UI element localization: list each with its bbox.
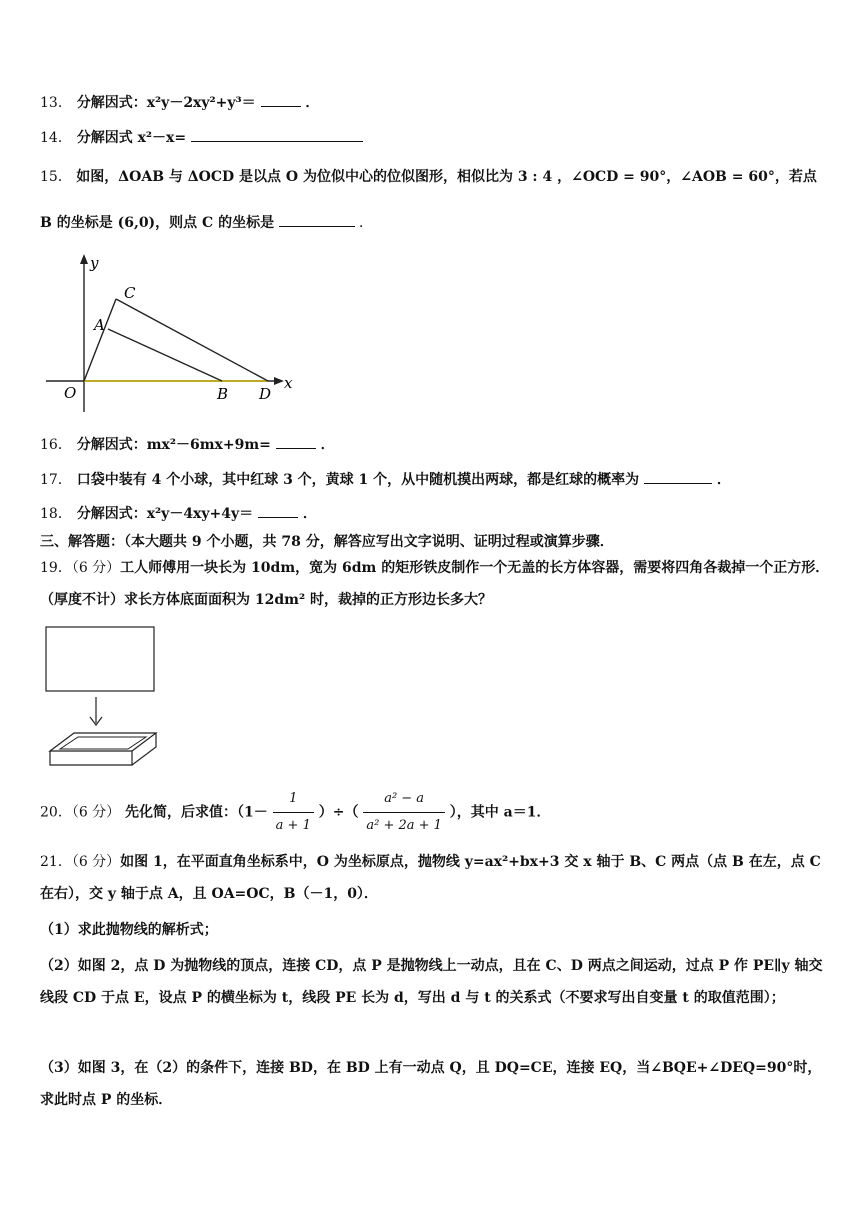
- question-end: ．: [320, 437, 335, 453]
- question-number: 16．: [40, 437, 72, 453]
- question-text-pre: 先化简，后求值：（1－: [125, 804, 268, 821]
- question-text: 分解因式 x²－x=: [76, 130, 187, 146]
- question-number: 13．: [40, 95, 72, 111]
- question-21-part-3: （3）如图 3，在（2）的条件下，连接 BD，在 BD 上有一动点 Q，且 DQ=CE，连接 EQ，当∠BQE+∠DEQ=90°时，求此时点 P 的坐标．: [40, 1060, 822, 1108]
- question-text-post: ），其中 a＝1．: [449, 804, 551, 821]
- question-end: ．: [302, 506, 317, 522]
- answer-blank: [279, 212, 355, 227]
- question-text: 分解因式：x²y－4xy+4y＝: [76, 506, 254, 522]
- x-axis-arrow: [274, 377, 284, 385]
- answer-blank: [191, 127, 363, 142]
- question-text-mid: ）÷（: [318, 804, 359, 821]
- box-top: [50, 733, 156, 751]
- question-16: [40, 434, 335, 454]
- question-14: [40, 127, 363, 147]
- question-21-part-2: （2）如图 2，点 D 为抛物线的顶点，连接 CD，点 P 是抛物线上一动点，且在 C、D 两点之间运动，过点 P 作 PE∥y 轴交线段 CD 于点 E，设点 P 的横坐标为 t，线段 PE 长为 d，写出 d 与 t 的关系式（不要求写出自变量 t 的取值范围）；: [40, 958, 823, 1006]
- label-A: A: [94, 316, 105, 334]
- fraction-1: [273, 788, 314, 837]
- question-15: [40, 166, 817, 186]
- segment-AB: [108, 329, 222, 381]
- y-axis-arrow: [80, 254, 88, 264]
- fraction-1-numerator: 1: [273, 788, 314, 813]
- question-text: 口袋中装有 4 个小球，其中红球 3 个，黄球 1 个，从中随机摸出两球，都是红球的概率为: [76, 472, 640, 488]
- question-number: 20．（6 分）: [40, 804, 121, 821]
- question-end: ．: [305, 95, 320, 111]
- answer-blank: [258, 503, 298, 518]
- label-x: x: [284, 374, 293, 392]
- segment-CD: [116, 299, 268, 381]
- section-heading: 三、解答题：（本大题共 9 个小题，共 78 分，解答应写出文字说明、证明过程或演算步骤．: [40, 534, 614, 550]
- answer-blank: [276, 434, 316, 449]
- question-text-line1: 如图，ΔOAB 与 ΔOCD 是以点 O 为位似中心的位似图形，相似比为 3 : 4 ，∠OCD = 90°，∠AOB = 60°，若点: [76, 169, 817, 185]
- label-O: O: [64, 384, 77, 402]
- question-text: 分解因式：mx²－6mx+9m=: [76, 437, 271, 453]
- question-number: 18．: [40, 506, 72, 522]
- segment-OC: [84, 299, 116, 381]
- answer-blank: [644, 469, 712, 484]
- answer-blank: [261, 92, 301, 107]
- label-B: B: [217, 385, 229, 403]
- question-number: 19．（6 分）: [40, 560, 121, 576]
- question-end: ．: [716, 472, 731, 488]
- question-18: [40, 503, 317, 523]
- question-15-cont: [40, 212, 373, 232]
- question-20: [40, 788, 550, 837]
- question-number: 15．: [40, 169, 72, 185]
- question-21-part-1: （1）求此抛物线的解析式；: [40, 922, 218, 938]
- question-text: 工人师傅用一块长为 10dm，宽为 6dm 的矩形铁皮制作一个无盖的长方体容器，需要将四角各裁掉一个正方形．（厚度不计）求长方体底面面积为 12dm² 时，裁掉的正方形边长多大？: [40, 560, 830, 608]
- figure-19-box-diagram: [44, 625, 174, 775]
- question-21: [40, 846, 830, 910]
- question-13: [40, 92, 319, 112]
- question-number: 14．: [40, 130, 72, 146]
- question-end: ．: [358, 215, 373, 231]
- fraction-2-denominator: a² + 2a + 1: [366, 818, 442, 833]
- question-text-line2: B 的坐标是 (6,0)，则点 C 的坐标是: [40, 215, 275, 231]
- fraction-2: [363, 788, 445, 837]
- box-inner: [60, 737, 146, 749]
- label-y: y: [90, 254, 99, 272]
- question-intro: 如图 1，在平面直角坐标系中，O 为坐标原点，抛物线 y=ax²+bx+3 交 x 轴于 B、C 两点（点 B 在左，点 C 在右），交 y 轴于点 A，且 OA=OC，B（－1，0）．: [40, 854, 821, 902]
- question-text: 分解因式：x²y－2xy²+y³＝: [76, 95, 256, 111]
- fraction-2-numerator: a² − a: [363, 788, 445, 813]
- question-number: 21．（6 分）: [40, 854, 121, 870]
- box-front: [50, 751, 132, 765]
- rectangle-sheet: [46, 627, 154, 691]
- label-C: C: [124, 284, 136, 302]
- figure-15-coordinate-diagram: [40, 250, 300, 420]
- question-19: [40, 552, 830, 616]
- label-D: D: [259, 385, 272, 403]
- fraction-1-denominator: a + 1: [275, 818, 311, 833]
- question-17: [40, 469, 731, 489]
- question-number: 17．: [40, 472, 72, 488]
